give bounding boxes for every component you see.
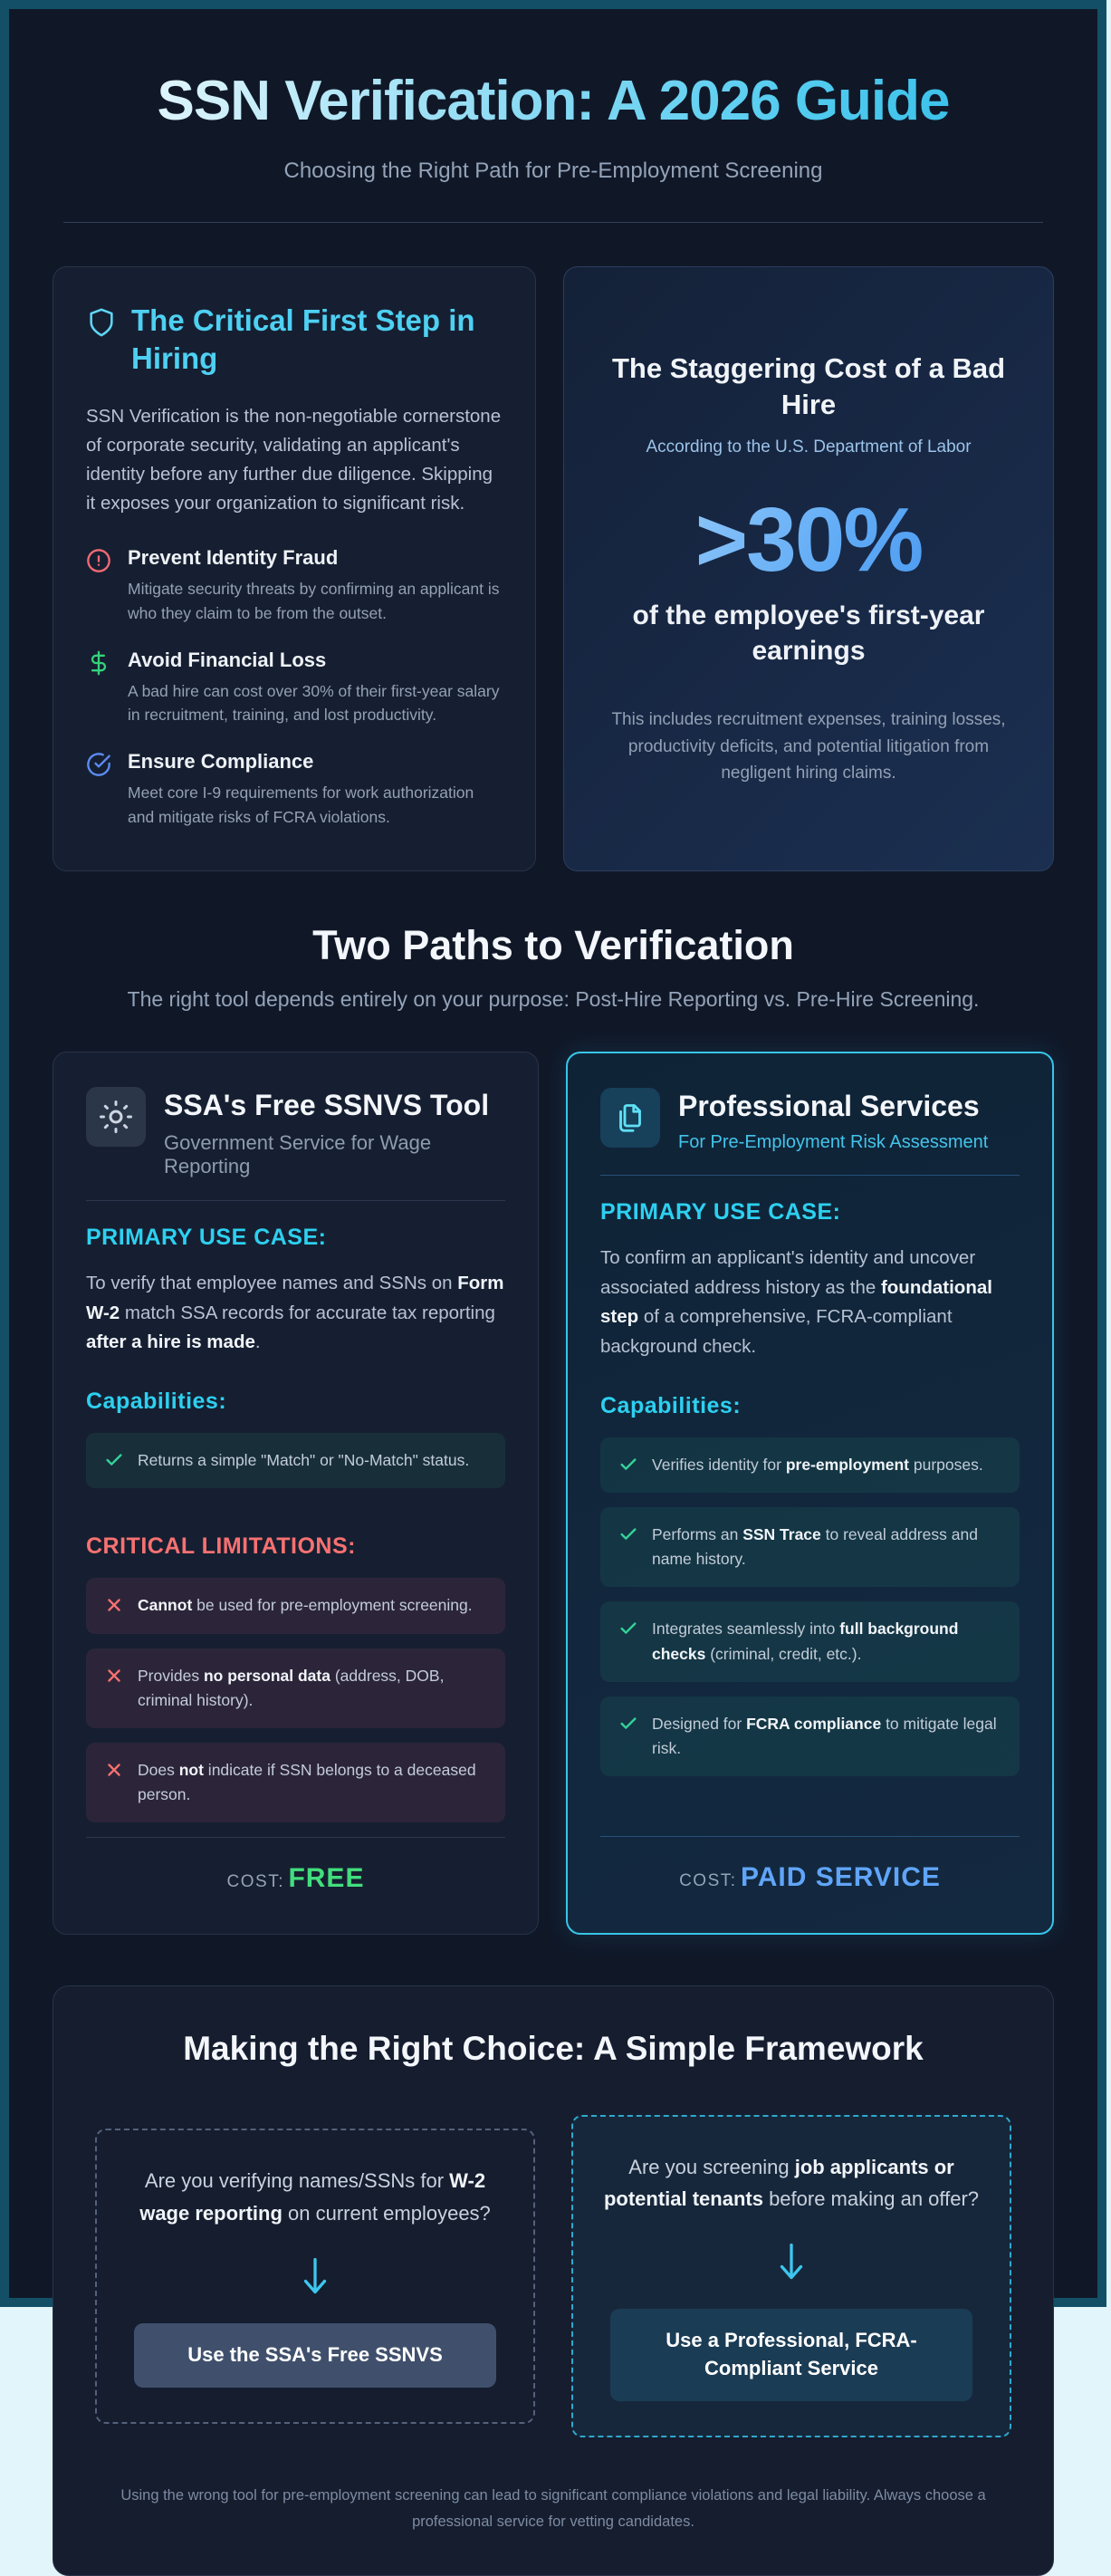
limitation-text: Cannot be used for pre-employment screening. bbox=[138, 1596, 473, 1615]
check-icon bbox=[618, 1455, 638, 1475]
comparison-cards-row bbox=[53, 1052, 1054, 1935]
list-item bbox=[86, 649, 503, 727]
tool-card-header bbox=[600, 1088, 1020, 1153]
capabilities-label: Capabilities: bbox=[86, 1389, 227, 1415]
dollar-icon bbox=[86, 650, 111, 727]
x-icon bbox=[104, 1595, 124, 1615]
capability-text: Integrates seamlessly into full background checks (criminal, credit, etc.). bbox=[652, 1620, 959, 1663]
stat-title: The Staggering Cost of a Bad Hire bbox=[611, 351, 1006, 421]
capability-row bbox=[600, 1507, 1020, 1587]
check-circle-icon bbox=[86, 752, 111, 829]
cost-row bbox=[86, 1837, 505, 1894]
alert-circle-icon bbox=[86, 548, 111, 625]
page-subtitle: Choosing the Right Path for Pre-Employment Screening bbox=[283, 158, 823, 183]
limitation-text: Does not indicate if SSN belongs to a deceased person. bbox=[138, 1760, 476, 1803]
stat-note: This includes recruitment expenses, training losses, productivity deficits, and potential litigation from negligent hiring claims. bbox=[611, 710, 1006, 783]
framework-option-ssnvs bbox=[95, 2129, 535, 2423]
use-case-label: PRIMARY USE CASE: bbox=[86, 1224, 327, 1250]
framework-note: Using the wrong tool for pre-employment screening can lead to significant compliance violations and legal liability. Always choose a professional service for vetting candidates. bbox=[120, 2486, 986, 2530]
shield-icon bbox=[86, 307, 117, 338]
item-title: Prevent Identity Fraud bbox=[128, 546, 339, 570]
stat-label: of the employee's first-year earnings bbox=[632, 601, 985, 667]
cost-label: COST: bbox=[226, 1872, 284, 1892]
sun-icon bbox=[86, 1087, 146, 1147]
capability-text: Verifies identity for pre-employment purposes. bbox=[652, 1456, 983, 1475]
stat-value: >30% bbox=[600, 488, 1017, 592]
capabilities-label: Capabilities: bbox=[600, 1393, 742, 1419]
check-icon bbox=[618, 1714, 638, 1734]
tool-card-title: SSA's Free SSNVS Tool bbox=[164, 1088, 490, 1121]
framework-question: Are you screening job applicants or potential tenants before making an offer? bbox=[603, 2156, 980, 2211]
capability-text: Performs an SSN Trace to reveal address and name history. bbox=[652, 1525, 978, 1569]
limitation-row bbox=[86, 1648, 505, 1728]
limitation-row bbox=[86, 1578, 505, 1633]
page-header bbox=[53, 69, 1054, 223]
item-title: Ensure Compliance bbox=[128, 750, 314, 774]
professional-services-card bbox=[566, 1052, 1054, 1935]
intro-card-header bbox=[86, 302, 503, 380]
check-icon bbox=[618, 1524, 638, 1544]
item-desc: A bad hire can cost over 30% of their first-year salary in recruitment, training, and lost productivity. bbox=[128, 681, 500, 725]
header-divider bbox=[63, 222, 1043, 223]
critical-first-step-card bbox=[53, 266, 536, 871]
capability-row bbox=[86, 1433, 505, 1488]
use-ssnvs-button[interactable]: Use the SSA's Free SSNVS bbox=[134, 2323, 496, 2388]
x-icon bbox=[104, 1760, 124, 1780]
divider bbox=[86, 1200, 505, 1201]
capability-row bbox=[600, 1437, 1020, 1493]
item-desc: Meet core I-9 requirements for work authorization and mitigate risks of FCRA violations. bbox=[128, 783, 474, 826]
use-case-text: To verify that employee names and SSNs on Form W-2 match SSA records for accurate tax reporting after a hire is made. bbox=[86, 1272, 504, 1353]
item-title: Avoid Financial Loss bbox=[128, 648, 327, 671]
arrow-down-icon bbox=[122, 2256, 508, 2298]
framework-option-professional bbox=[571, 2115, 1011, 2437]
limitation-row bbox=[86, 1743, 505, 1822]
item-desc: Mitigate security threats by confirming an applicant is who they claim to be from the outset. bbox=[128, 580, 500, 622]
divider bbox=[600, 1175, 1020, 1176]
list-item bbox=[86, 750, 503, 829]
capability-text: Designed for FCRA compliance to mitigate legal risk. bbox=[652, 1714, 997, 1757]
decision-framework-card bbox=[53, 1985, 1054, 2576]
cost-label: COST: bbox=[679, 1871, 737, 1891]
check-icon bbox=[104, 1450, 124, 1470]
intro-card-title: The Critical First Step in Hiring bbox=[131, 303, 475, 376]
framework-columns bbox=[95, 2115, 1011, 2437]
ssnvs-tool-card bbox=[53, 1052, 539, 1935]
cost-row bbox=[600, 1836, 1020, 1893]
arrow-down-icon bbox=[599, 2242, 984, 2283]
list-item bbox=[86, 546, 503, 625]
x-icon bbox=[104, 1666, 124, 1686]
section-subtitle: The right tool depends entirely on your purpose: Post-Hire Reporting vs. Pre-Hire Screening. bbox=[127, 986, 980, 1011]
page-title: SSN Verification: A 2026 Guide bbox=[146, 69, 961, 135]
check-icon bbox=[618, 1619, 638, 1639]
tool-card-title: Professional Services bbox=[678, 1089, 980, 1122]
cost-value: PAID SERVICE bbox=[740, 1862, 941, 1893]
limitation-text: Provides no personal data (address, DOB, criminal history). bbox=[138, 1666, 445, 1709]
documents-icon bbox=[600, 1088, 660, 1148]
framework-title: Making the Right Choice: A Simple Framework bbox=[183, 2030, 924, 2068]
stat-source: According to the U.S. Department of Labor bbox=[646, 437, 972, 457]
bad-hire-cost-card bbox=[563, 266, 1054, 871]
tool-card-subtitle: For Pre-Employment Risk Assessment bbox=[678, 1131, 989, 1152]
use-professional-service-button[interactable]: Use a Professional, FCRA-Compliant Service bbox=[610, 2309, 972, 2401]
section-title: Two Paths to Verification bbox=[312, 921, 794, 968]
use-case-text: To confirm an applicant's identity and uncover associated address history as the foundational step of a comprehensive, FCRA-compliant background check. bbox=[600, 1246, 992, 1358]
capability-row bbox=[600, 1697, 1020, 1776]
use-case-label: PRIMARY USE CASE: bbox=[600, 1198, 841, 1225]
tool-card-header bbox=[86, 1087, 505, 1178]
framework-question: Are you verifying names/SSNs for W-2 wage reporting on current employees? bbox=[139, 2169, 491, 2225]
cost-value: FREE bbox=[288, 1863, 365, 1894]
top-cards-row bbox=[53, 266, 1054, 871]
capability-row bbox=[600, 1601, 1020, 1681]
intro-card-body: SSN Verification is the non-negotiable cornerstone of corporate security, validating an applicant's identity before any further due diligence. Skipping it exposes your organization to significant risk. bbox=[86, 406, 502, 514]
capability-text: Returns a simple "Match" or "No-Match" status. bbox=[138, 1451, 470, 1470]
limitations-label: CRITICAL LIMITATIONS: bbox=[86, 1533, 356, 1560]
tool-card-subtitle: Government Service for Wage Reporting bbox=[164, 1130, 432, 1177]
